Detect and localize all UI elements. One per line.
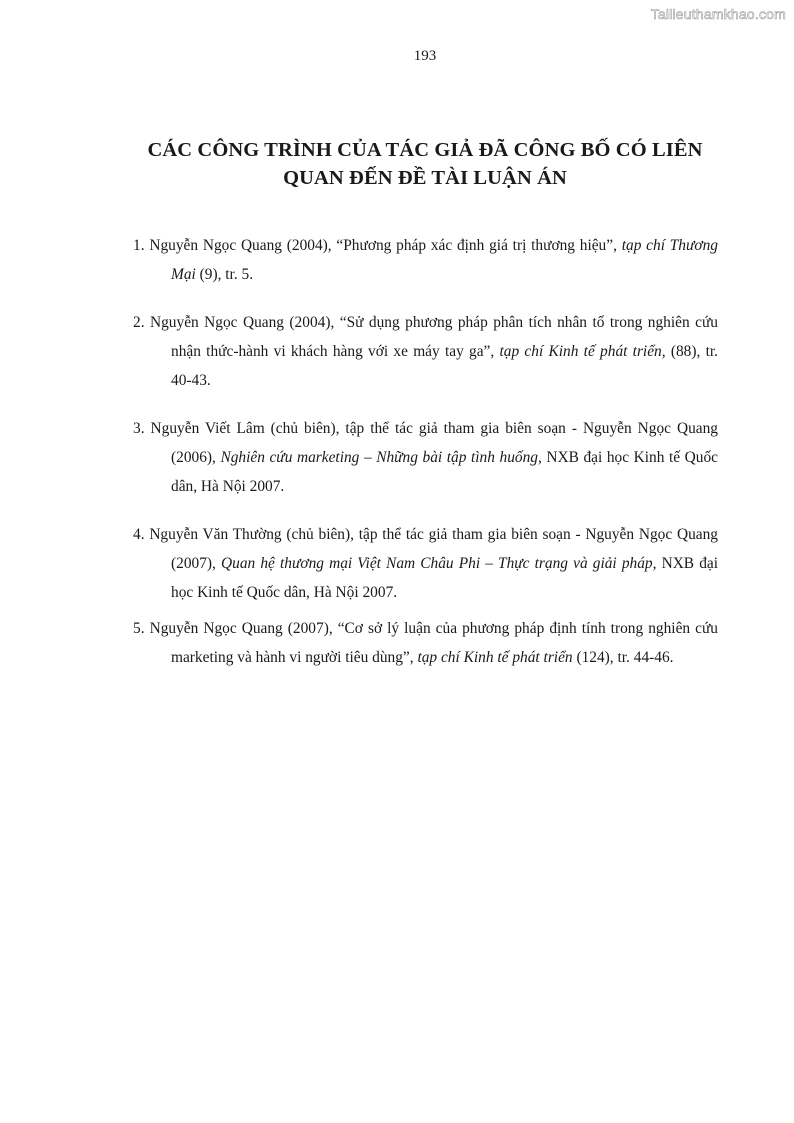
- reference-details: NXB đại học Kinh tế Quốc dân, Hà Nội 2007.: [171, 555, 718, 601]
- reference-item: [133, 308, 718, 395]
- reference-details: (88), tr. 40-43.: [171, 343, 719, 389]
- reference-text: Nguyễn Ngọc Quang (2004), “Sử dụng phương pháp phân tích nhân tố trong nghiên cứu nhận thức-hành vi khách hàng với xe máy tay ga”,: [150, 314, 718, 360]
- reference-details: NXB đại học Kinh tế Quốc dân, Hà Nội 2007.: [171, 449, 718, 495]
- reference-journal: tạp chí Kinh tế phát triển,: [499, 343, 666, 360]
- reference-book-title: Quan hệ thương mại Việt Nam Châu Phi – Thực trạng và giải pháp,: [221, 555, 657, 572]
- reference-text: Nguyễn Ngọc Quang (2004), “Phương pháp xác định giá trị thương hiệu”,: [149, 237, 622, 254]
- reference-item: [133, 231, 718, 289]
- reference-book-title: Nghiên cứu marketing – Những bài tập tình huống,: [220, 449, 542, 466]
- reference-number: 3.: [133, 420, 145, 437]
- reference-number: 5.: [133, 620, 145, 637]
- reference-details: (9), tr. 5.: [195, 266, 254, 283]
- reference-number: 1.: [133, 237, 145, 254]
- watermark: Tailieuthamkhao.com: [650, 6, 786, 22]
- reference-number: 4.: [133, 526, 145, 543]
- reference-item: [133, 520, 718, 607]
- page-title: [100, 136, 750, 192]
- reference-item: [133, 414, 718, 501]
- reference-text: Nguyễn Ngọc Quang (2007), “Cơ sở lý luận của phương pháp định tính trong nghiên cứu marketing và hành vi người tiêu dùng”,: [149, 620, 718, 666]
- title-line-2: QUAN ĐẾN ĐỀ TÀI LUẬN ÁN: [283, 167, 567, 189]
- page-number: 193: [413, 48, 437, 64]
- reference-text: Nguyễn Văn Thường (chủ biên), tập thể tác giả tham gia biên soạn - Nguyễn Ngọc Quang (2007),: [149, 526, 718, 572]
- reference-number: 2.: [133, 314, 145, 331]
- reference-list: [133, 231, 718, 672]
- reference-text: Nguyễn Viết Lâm (chủ biên), tập thể tác giả tham gia biên soạn - Nguyễn Ngọc Quang (2006),: [150, 420, 718, 466]
- title-line-1: CÁC CÔNG TRÌNH CỦA TÁC GIẢ ĐÃ CÔNG BỐ CÓ LIÊN: [147, 139, 703, 161]
- reference-journal: tạp chí Kinh tế phát triển: [417, 649, 573, 666]
- reference-item: [133, 614, 718, 672]
- reference-journal: tạp chí Thương Mại: [171, 237, 718, 283]
- reference-details: (124), tr. 44-46.: [572, 649, 674, 666]
